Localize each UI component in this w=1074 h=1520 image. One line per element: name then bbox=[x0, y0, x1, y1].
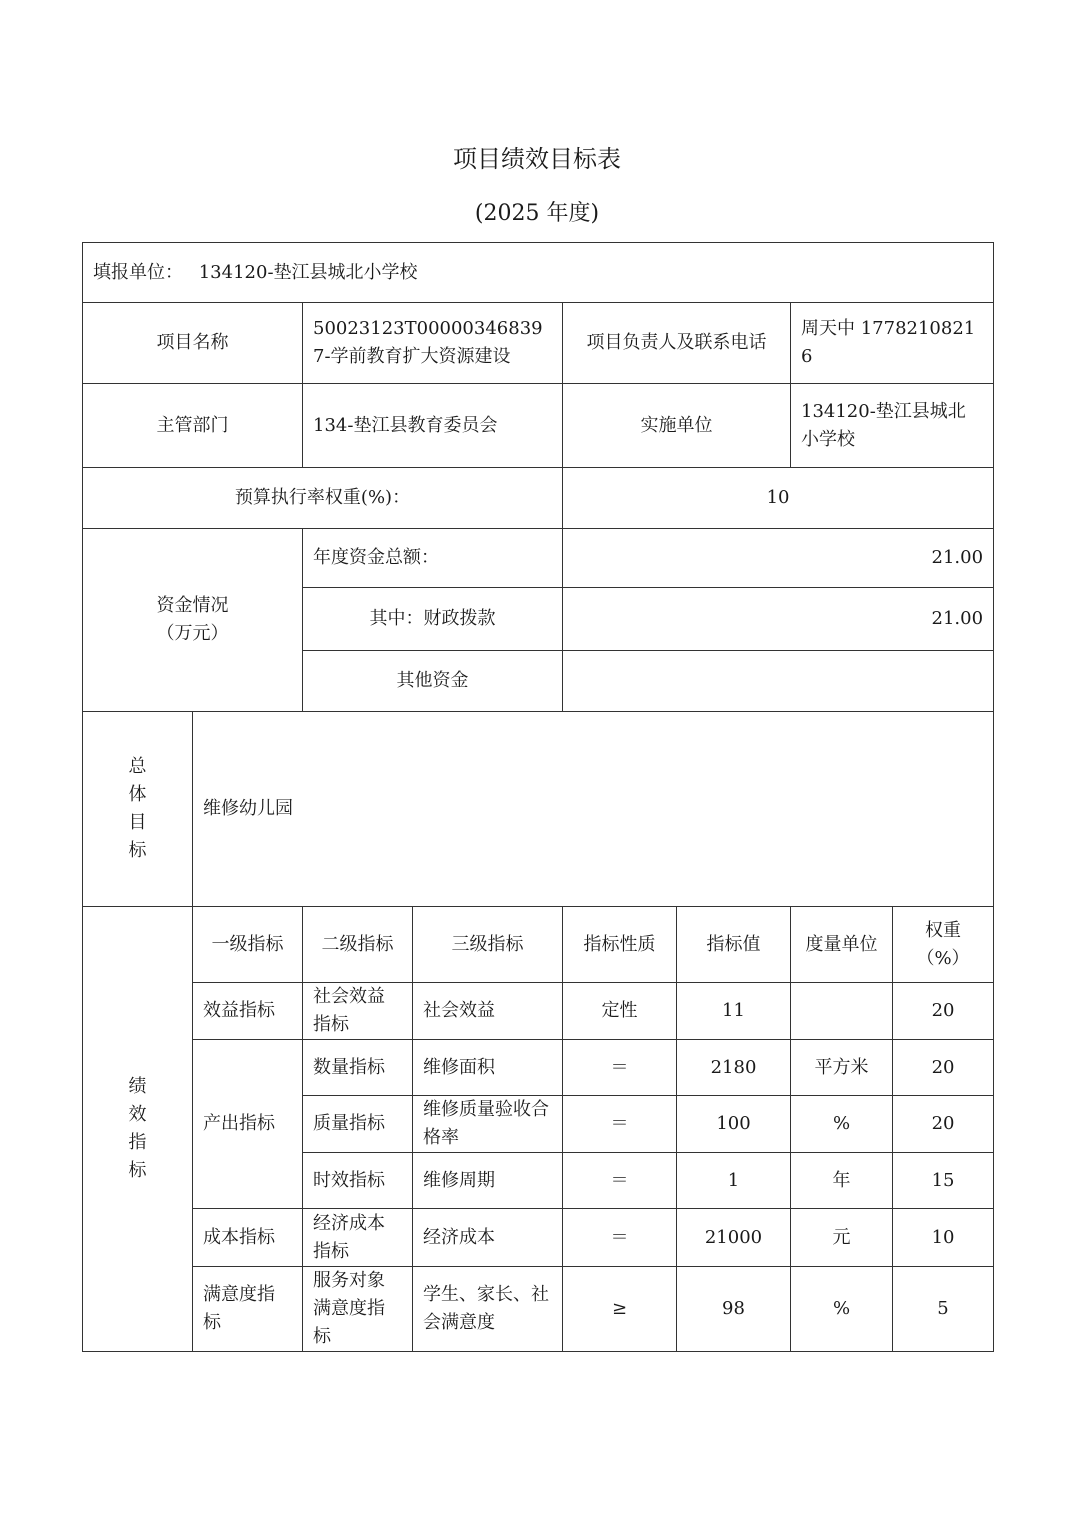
reporting-unit-cell bbox=[83, 243, 994, 303]
header-nature: 指标性质 bbox=[563, 907, 677, 983]
perf-label: 绩 效 指 标 bbox=[83, 907, 193, 1352]
table-row bbox=[83, 1209, 994, 1267]
header-level1: 一级指标 bbox=[193, 907, 303, 983]
table-row bbox=[83, 1267, 994, 1352]
contact-label: 项目负责人及联系电话 bbox=[563, 303, 791, 384]
impl-label: 实施单位 bbox=[563, 384, 791, 468]
cell-value: 98 bbox=[677, 1267, 791, 1352]
cell-value: 1 bbox=[677, 1153, 791, 1209]
cell-level1: 满意度指标 bbox=[193, 1267, 303, 1352]
reporting-unit-label: 填报单位： bbox=[93, 261, 183, 283]
annual-total-label: 年度资金总额： bbox=[303, 529, 563, 588]
budget-weight-label: 预算执行率权重(%)： bbox=[83, 468, 563, 529]
indicator-header-row bbox=[83, 907, 994, 983]
table-row bbox=[83, 983, 994, 1040]
header-level3: 三级指标 bbox=[413, 907, 563, 983]
project-name-value: 50023123T000003468397-学前教育扩大资源建设 bbox=[303, 303, 563, 384]
other-funds-label: 其他资金 bbox=[303, 651, 563, 712]
cell-level1: 效益指标 bbox=[193, 983, 303, 1040]
header-value: 指标值 bbox=[677, 907, 791, 983]
other-funds-value bbox=[563, 651, 994, 712]
row-reporting-unit bbox=[83, 243, 994, 303]
table-row bbox=[83, 1040, 994, 1096]
cell-level2: 数量指标 bbox=[303, 1040, 413, 1096]
cell-nature: ＝ bbox=[563, 1040, 677, 1096]
cell-nature: ＝ bbox=[563, 1153, 677, 1209]
cell-level3: 维修质量验收合格率 bbox=[413, 1096, 563, 1153]
annual-total-value: 21.00 bbox=[563, 529, 994, 588]
cell-level2: 经济成本指标 bbox=[303, 1209, 413, 1267]
dept-value: 134-垫江县教育委员会 bbox=[303, 384, 563, 468]
page-title: 项目绩效目标表 bbox=[453, 145, 621, 173]
budget-weight-value: 10 bbox=[563, 468, 994, 529]
cell-weight: 5 bbox=[893, 1267, 994, 1352]
cell-level3: 经济成本 bbox=[413, 1209, 563, 1267]
funds-label-line1: 资金情况 bbox=[156, 595, 229, 616]
dept-label: 主管部门 bbox=[83, 384, 303, 468]
header-unit: 度量单位 bbox=[791, 907, 893, 983]
cell-nature: ＝ bbox=[563, 1096, 677, 1153]
row-budget-weight bbox=[83, 468, 994, 529]
cell-level1: 成本指标 bbox=[193, 1209, 303, 1267]
cell-level3: 社会效益 bbox=[413, 983, 563, 1040]
cell-nature: ＝ bbox=[563, 1209, 677, 1267]
row-project-name bbox=[83, 303, 994, 384]
cell-level2: 质量指标 bbox=[303, 1096, 413, 1153]
cell-unit bbox=[791, 983, 893, 1040]
header-level2: 二级指标 bbox=[303, 907, 413, 983]
cell-weight: 20 bbox=[893, 1096, 994, 1153]
cell-nature: 定性 bbox=[563, 983, 677, 1040]
cell-unit: % bbox=[791, 1096, 893, 1153]
fiscal-value: 21.00 bbox=[563, 588, 994, 651]
contact-value: 周天中 17782108216 bbox=[791, 303, 994, 384]
project-name-label: 项目名称 bbox=[83, 303, 303, 384]
row-overall-goal bbox=[83, 712, 994, 907]
cell-unit: 年 bbox=[791, 1153, 893, 1209]
row-department bbox=[83, 384, 994, 468]
row-annual-total bbox=[83, 529, 994, 588]
cell-weight: 15 bbox=[893, 1153, 994, 1209]
fiscal-label: 其中：财政拨款 bbox=[303, 588, 563, 651]
cell-level2: 社会效益指标 bbox=[303, 983, 413, 1040]
cell-unit: 元 bbox=[791, 1209, 893, 1267]
cell-unit: % bbox=[791, 1267, 893, 1352]
reporting-unit-value: 134120-垫江县城北小学校 bbox=[198, 261, 418, 283]
funds-label-line2: （万元） bbox=[156, 623, 229, 644]
cell-value: 2180 bbox=[677, 1040, 791, 1096]
cell-level2: 服务对象满意度指标 bbox=[303, 1267, 413, 1352]
page-subtitle: (2025 年度) bbox=[474, 201, 600, 226]
header-weight: 权重（%） bbox=[893, 907, 994, 983]
funds-label bbox=[83, 529, 303, 712]
cell-weight: 10 bbox=[893, 1209, 994, 1267]
cell-level1: 产出指标 bbox=[193, 1040, 303, 1209]
cell-weight: 20 bbox=[893, 1040, 994, 1096]
cell-level3: 维修周期 bbox=[413, 1153, 563, 1209]
cell-value: 21000 bbox=[677, 1209, 791, 1267]
cell-level2: 时效指标 bbox=[303, 1153, 413, 1209]
cell-nature: ≥ bbox=[563, 1267, 677, 1352]
cell-unit: 平方米 bbox=[791, 1040, 893, 1096]
performance-table bbox=[82, 242, 994, 1352]
overall-goal-label: 总 体 目 标 bbox=[83, 712, 193, 907]
cell-level3: 学生、家长、社会满意度 bbox=[413, 1267, 563, 1352]
cell-level3: 维修面积 bbox=[413, 1040, 563, 1096]
overall-goal-value: 维修幼儿园 bbox=[193, 712, 994, 907]
cell-value: 11 bbox=[677, 983, 791, 1040]
impl-value: 134120-垫江县城北小学校 bbox=[791, 384, 994, 468]
cell-value: 100 bbox=[677, 1096, 791, 1153]
cell-weight: 20 bbox=[893, 983, 994, 1040]
